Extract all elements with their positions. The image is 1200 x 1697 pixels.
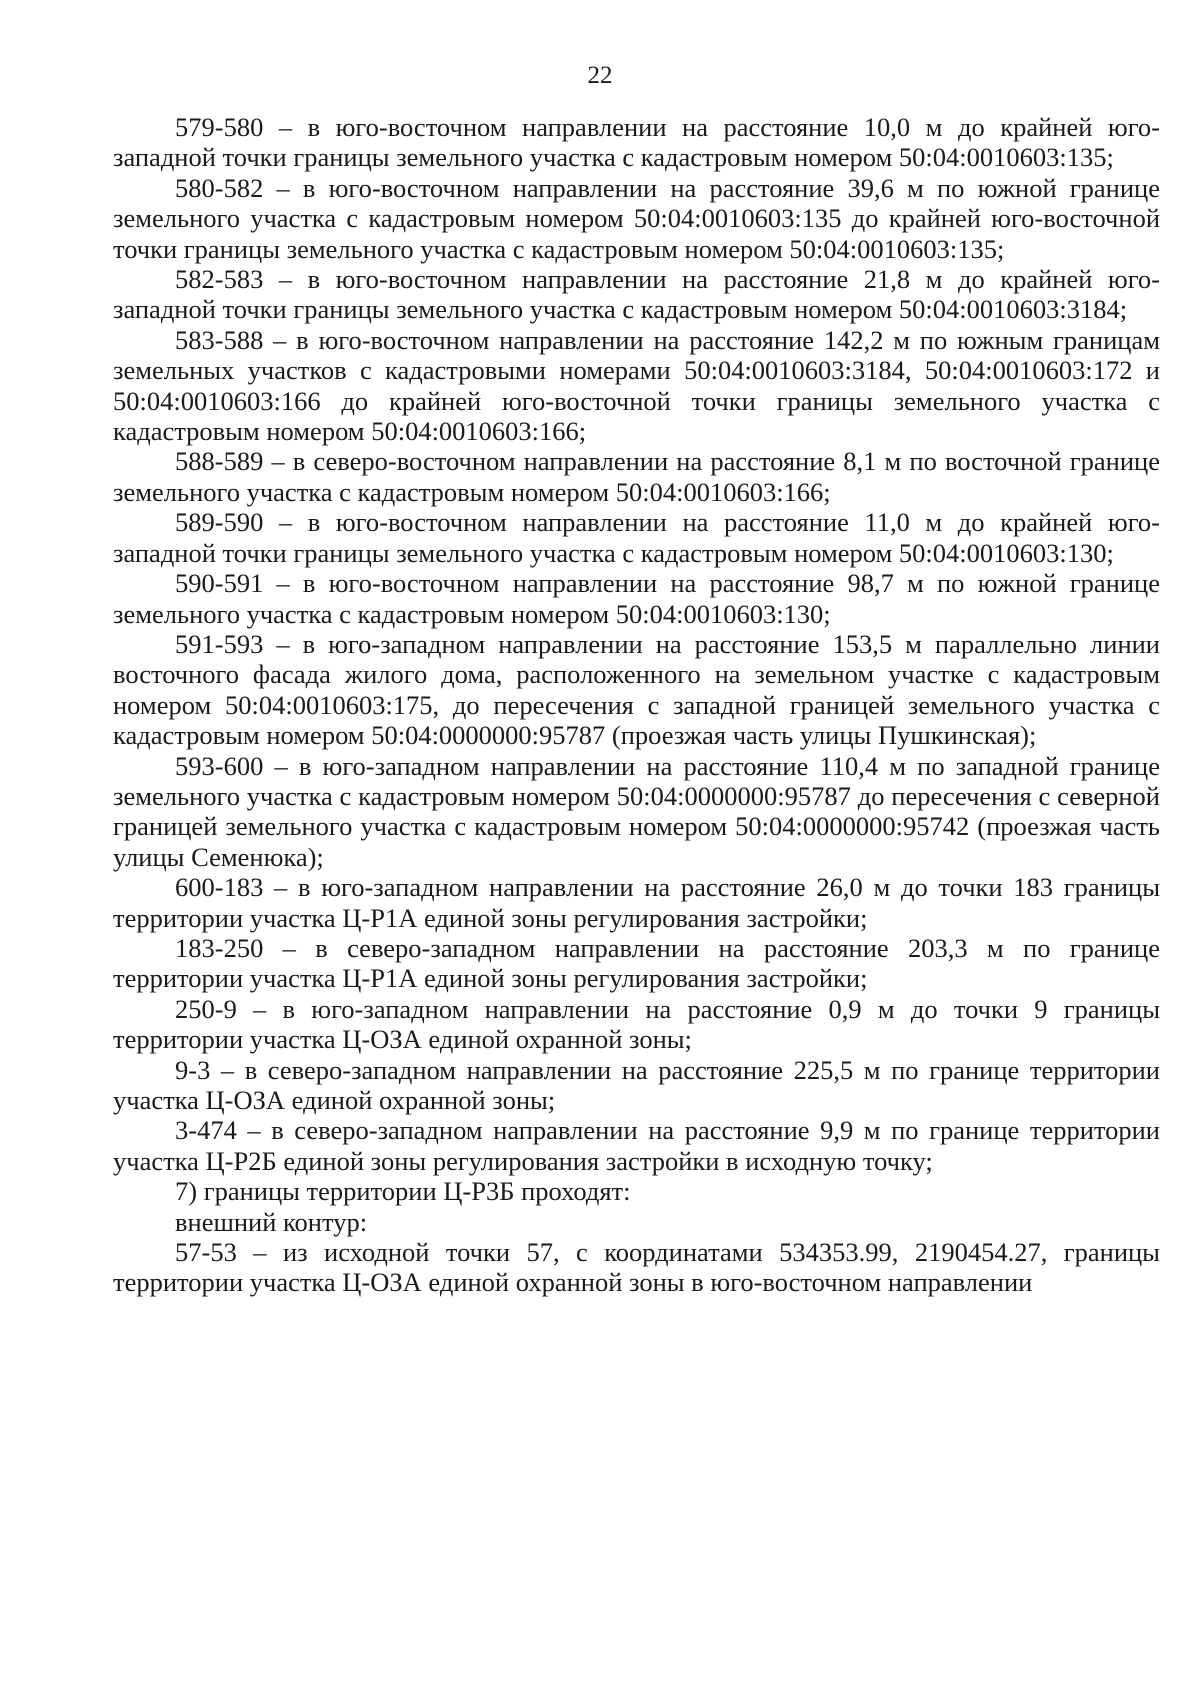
paragraph-580-582: 580-582 – в юго-восточном направлении на расстояние 39,6 м по южной границе земельного участка с кадастровым номером 50:04:0010603:135 до крайней юго-восточной точки границы земельного участка с кадастровым номером 50:04:0010603:135; (113, 172, 1160, 264)
paragraph-591-593: 591-593 – в юго-западном направлении на расстояние 153,5 м параллельно линии восточного фасада жилого дома, расположенного на земельном участке с кадастровым номером 50:04:0010603:175, до пересечения с западной границей земельного участка с кадастровым номером 50:04:0000000:95787 (проезжая часть улицы Пушкинская); (113, 628, 1160, 751)
section-heading-c-r3b: 7) границы территории Ц-Р3Б проходят: (175, 1176, 631, 1207)
paragraph-582-583: 582-583 – в юго-восточном направлении на расстояние 21,8 м до крайней юго-западной точки границы земельного участка с кадастровым номером 50:04:0010603:3184; (113, 264, 1160, 325)
paragraph-590-591: 590-591 – в юго-восточном направлении на расстояние 98,7 м по южной границе земельного участка с кадастровым номером 50:04:0010603:130; (113, 568, 1160, 629)
paragraph-3-474: 3-474 – в северо-западном направлении на расстояние 9,9 м по границе территории участка Ц-Р2Б единой зоны регулирования застройки в исходную точку; (113, 1115, 1160, 1176)
page-number: 22 (587, 62, 613, 89)
paragraph-9-3: 9-3 – в северо-западном направлении на расстояние 225,5 м по границе территории участка Ц-ОЗА единой охранной зоны; (113, 1054, 1160, 1115)
subheading-outer-contour: внешний контур: (175, 1206, 368, 1237)
paragraph-57-53: 57-53 – из исходной точки 57, с координатами 534353.99, 2190454.27, границы территории участка Ц-ОЗА единой охранной зоны в юго-восточном направлении (113, 1237, 1160, 1298)
paragraph-593-600: 593-600 – в юго-западном направлении на расстояние 110,4 м по западной границе земельного участка с кадастровым номером 50:04:0000000:95787 до пересечения с северной границей земельного участка с кадастровым номером 50:04:0000000:95742 (проезжая часть улицы Семенюка); (113, 750, 1160, 872)
paragraph-588-589: 588-589 – в северо-восточном направлении на расстояние 8,1 м по восточной границе земельного участка с кадастровым номером 50:04:0010603:166; (113, 446, 1160, 507)
paragraph-589-590: 589-590 – в юго-восточном направлении на расстояние 11,0 м до крайней юго-западной точки границы земельного участка с кадастровым номером 50:04:0010603:130; (113, 507, 1160, 568)
paragraph-250-9: 250-9 – в юго-западном направлении на расстояние 0,9 м до точки 9 границы территории участка Ц-ОЗА единой охранной зоны; (113, 993, 1160, 1055)
paragraph-583-588: 583-588 – в юго-восточном направлении на расстояние 142,2 м по южным границам земельных участков с кадастровыми номерами 50:04:0010603:3184, 50:04:0010603:172 и 50:04:0010603:166 до крайней юго-восточной точки границы земельного участка с кадастровым номером 50:04:0010603:166; (113, 324, 1160, 447)
paragraph-600-183: 600-183 – в юго-западном направлении на расстояние 26,0 м до точки 183 границы территории участка Ц-Р1А единой зоны регулирования застройки; (113, 872, 1160, 933)
document-body (113, 112, 1160, 1298)
paragraph-183-250: 183-250 – в северо-западном направлении на расстояние 203,3 м по границе территории участка Ц-Р1А единой зоны регулирования застройки; (113, 932, 1160, 994)
paragraph-579-580: 579-580 – в юго-восточном направлении на расстояние 10,0 м до крайней юго-западной точки границы земельного участка с кадастровым номером 50:04:0010603:135; (113, 112, 1160, 173)
